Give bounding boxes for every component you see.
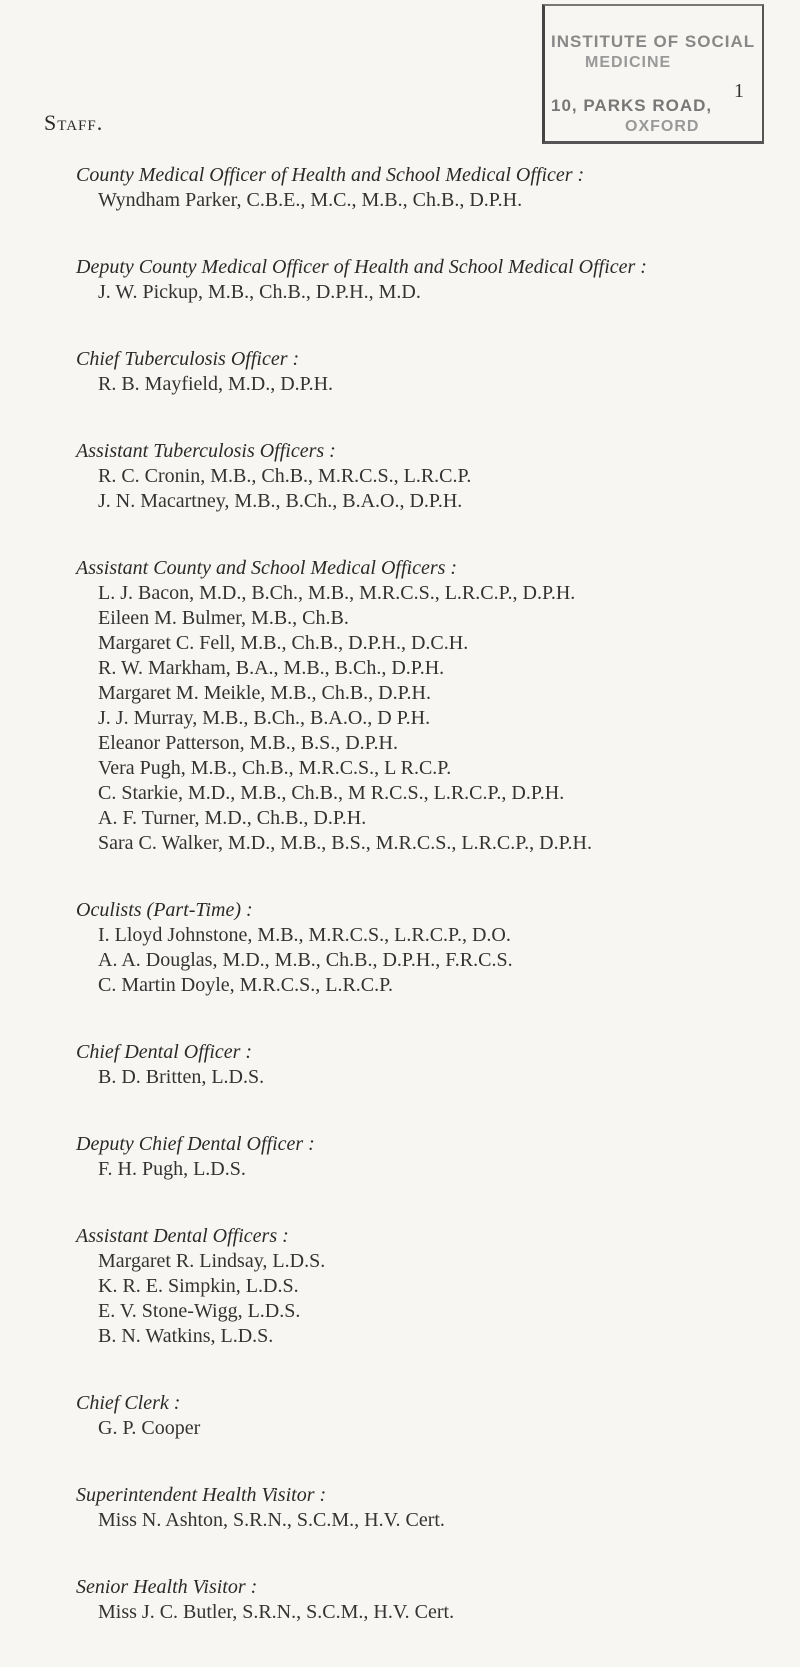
role-title: Superintendent Health Visitor :	[76, 1484, 327, 1506]
staff-name: A. A. Douglas, M.D., M.B., Ch.B., D.P.H., F.R.C.S.	[98, 949, 513, 971]
staff-entry	[76, 1224, 776, 1349]
staff-names	[76, 1416, 776, 1441]
staff-name: G. P. Cooper	[98, 1417, 201, 1439]
staff-name: B. N. Watkins, L.D.S.	[98, 1325, 274, 1347]
staff-names	[76, 1508, 776, 1533]
staff-name: B. D. Britten, L.D.S.	[98, 1066, 265, 1088]
staff-entry	[76, 1575, 776, 1625]
staff-name: R. W. Markham, B.A., M.B., B.Ch., D.P.H.	[98, 657, 445, 679]
staff-names	[76, 188, 776, 213]
staff-name: C. Martin Doyle, M.R.C.S., L.R.C.P.	[98, 974, 394, 996]
stamp-line: INSTITUTE OF SOCIAL	[551, 32, 756, 51]
role-title: Oculists (Part-Time) :	[76, 899, 253, 921]
staff-names	[76, 372, 776, 397]
staff-names	[76, 1065, 776, 1090]
role-title: Assistant Dental Officers :	[76, 1225, 289, 1247]
staff-entry	[76, 439, 776, 514]
staff-entry	[76, 163, 776, 213]
staff-name: L. J. Bacon, M.D., B.Ch., M.B., M.R.C.S., L.R.C.P., D.P.H.	[98, 582, 576, 604]
role-title: Deputy County Medical Officer of Health and School Medical Officer :	[76, 256, 647, 278]
staff-name: I. Lloyd Johnstone, M.B., M.R.C.S., L.R.C.P., D.O.	[98, 924, 511, 946]
staff-entry	[76, 1391, 776, 1441]
role-title: Chief Dental Officer :	[76, 1041, 253, 1063]
stamp-line: 10, PARKS ROAD,	[551, 96, 713, 115]
role-title: Assistant Tuberculosis Officers :	[76, 440, 336, 462]
section-heading: Staff.	[44, 110, 104, 135]
staff-name: J. W. Pickup, M.B., Ch.B., D.P.H., M.D.	[98, 281, 421, 303]
staff-name: J. J. Murray, M.B., B.Ch., B.A.O., D P.H.	[98, 707, 431, 729]
staff-entry	[76, 1040, 776, 1090]
staff-names	[76, 1600, 776, 1625]
staff-name: Wyndham Parker, C.B.E., M.C., M.B., Ch.B., D.P.H.	[98, 189, 523, 211]
staff-name: Margaret R. Lindsay, L.D.S.	[98, 1250, 326, 1272]
staff-names	[76, 280, 776, 305]
staff-name: Miss N. Ashton, S.R.N., S.C.M., H.V. Cert.	[98, 1509, 445, 1531]
staff-list	[76, 163, 776, 1667]
staff-name: Eleanor Patterson, M.B., B.S., D.P.H.	[98, 732, 398, 754]
staff-names	[76, 1157, 776, 1182]
staff-name: R. C. Cronin, M.B., Ch.B., M.R.C.S., L.R.C.P.	[98, 465, 472, 487]
staff-entry	[76, 255, 776, 305]
staff-name: E. V. Stone-Wigg, L.D.S.	[98, 1300, 301, 1322]
staff-name: Vera Pugh, M.B., Ch.B., M.R.C.S., L R.C.P.	[98, 757, 452, 779]
staff-name: Margaret M. Meikle, M.B., Ch.B., D.P.H.	[98, 682, 431, 704]
staff-name: A. F. Turner, M.D., Ch.B., D.P.H.	[98, 807, 367, 829]
staff-name: Margaret C. Fell, M.B., Ch.B., D.P.H., D.C.H.	[98, 632, 469, 654]
staff-names	[76, 464, 776, 514]
role-title: County Medical Officer of Health and School Medical Officer :	[76, 164, 585, 186]
staff-entry	[76, 556, 776, 856]
staff-name: Eileen M. Bulmer, M.B., Ch.B.	[98, 607, 349, 629]
role-title: Senior Health Visitor :	[76, 1576, 258, 1598]
staff-name: R. B. Mayfield, M.D., D.P.H.	[98, 373, 334, 395]
library-stamp	[542, 4, 764, 144]
staff-name: Sara C. Walker, M.D., M.B., B.S., M.R.C.S., L.R.C.P., D.P.H.	[98, 832, 592, 854]
stamp-line: MEDICINE	[585, 54, 672, 71]
page-number: 1	[734, 80, 744, 102]
stamp-line: OXFORD	[625, 118, 700, 135]
staff-entry	[76, 898, 776, 998]
staff-name: Miss J. C. Butler, S.R.N., S.C.M., H.V. Cert.	[98, 1601, 455, 1623]
staff-names	[76, 923, 776, 998]
staff-name: K. R. E. Simpkin, L.D.S.	[98, 1275, 299, 1297]
staff-entry	[76, 1483, 776, 1533]
staff-entry	[76, 1132, 776, 1182]
staff-names	[76, 1249, 776, 1349]
role-title: Assistant County and School Medical Officers :	[76, 557, 458, 579]
staff-names	[76, 581, 776, 856]
role-title: Chief Clerk :	[76, 1392, 181, 1414]
role-title: Deputy Chief Dental Officer :	[76, 1133, 315, 1155]
staff-entry	[76, 347, 776, 397]
staff-name: C. Starkie, M.D., M.B., Ch.B., M R.C.S., L.R.C.P., D.P.H.	[98, 782, 565, 804]
role-title: Chief Tuberculosis Officer :	[76, 348, 300, 370]
staff-name: J. N. Macartney, M.B., B.Ch., B.A.O., D.P.H.	[98, 490, 463, 512]
staff-name: F. H. Pugh, L.D.S.	[98, 1158, 246, 1180]
